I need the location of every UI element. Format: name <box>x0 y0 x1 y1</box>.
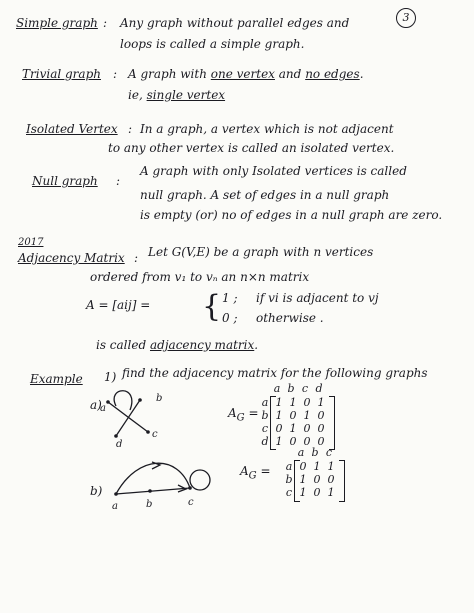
graph-a-vertex-b <box>138 398 142 402</box>
graph-b-loop-c <box>190 470 210 490</box>
null-graph-colon: : <box>116 174 121 188</box>
matrix-a-cell: 0 <box>275 422 283 435</box>
matrix-b-grid <box>296 460 338 499</box>
graph-b-diagram <box>108 458 228 518</box>
matrix-b-col-header: b <box>311 446 319 459</box>
matrix-a-row-header: d <box>261 435 269 448</box>
simple-graph-def-line1: Any graph without parallel edges and <box>120 16 350 30</box>
matrix-a-cell: 0 <box>317 422 325 435</box>
matrix-a-cell: 1 <box>275 435 283 448</box>
graph-a-vertex-label-c: c <box>152 429 158 440</box>
matrix-b-col-header: c <box>325 446 333 459</box>
case2-condition: otherwise . <box>256 311 324 325</box>
matrix-a-cell: 1 <box>317 396 325 409</box>
matrix-a-cell: 1 <box>289 422 297 435</box>
isolated-vertex-def-line2: to any other vertex is called an isolated vertex. <box>108 141 395 155</box>
matrix-b-cell: 1 <box>313 460 321 473</box>
matrix-a-cell: 0 <box>289 409 297 422</box>
graph-a-vertex-a <box>106 400 110 404</box>
graph-b-vertex-c <box>188 486 192 490</box>
matrix-a-cell: 0 <box>303 422 311 435</box>
matrix-b-cell: 1 <box>299 473 307 486</box>
matrix-a-cell: 1 <box>275 409 283 422</box>
matrix-b-col-headers <box>294 446 336 459</box>
matrix-a-cell: 0 <box>303 396 311 409</box>
trivial-graph-term: Trivial graph <box>22 67 101 81</box>
adjacency-def-line1: Let G(V,E) be a graph with n vertices <box>148 245 374 259</box>
graph-a-vertex-label-b: b <box>156 393 163 404</box>
matrix-b-cell: 0 <box>313 486 321 499</box>
matrix-a-cell: 1 <box>303 409 311 422</box>
example-label: Example <box>30 372 83 386</box>
matrix-b-cell: 1 <box>299 486 307 499</box>
case1-condition: if vi is adjacent to vj <box>256 291 379 305</box>
isolated-vertex-colon: : <box>128 122 133 136</box>
isolated-vertex-term: Isolated Vertex <box>26 122 118 136</box>
graph-b-vertex-a <box>114 492 118 496</box>
matrix-a-cell: 1 <box>275 396 283 409</box>
matrix-a-cell: 0 <box>317 435 325 448</box>
matrix-a-cell: 1 <box>289 396 297 409</box>
simple-graph-term: Simple graph <box>16 16 98 30</box>
graph-b-label: b) <box>90 484 103 498</box>
null-graph-def-line2: null graph. A set of edges in a null graph <box>140 188 390 202</box>
graph-b-vertex-b <box>148 489 152 493</box>
graph-a-label: a) <box>90 398 102 412</box>
matrix-a-col-headers <box>270 382 326 395</box>
isolated-vertex-def-line1: In a graph, a vertex which is not adjacent <box>140 122 394 136</box>
matrix-a-col-header: c <box>301 382 309 395</box>
matrix-b-col-header: a <box>297 446 305 459</box>
graph-b-vertex-label-c: c <box>188 497 194 508</box>
null-graph-term: Null graph <box>32 174 98 188</box>
matrix-b-row-header: c <box>285 486 293 499</box>
adjacency-def-line3: is called adjacency matrix. <box>96 338 259 352</box>
matrix-a-row-header: a <box>261 396 269 409</box>
year-note: 2017 <box>18 237 44 248</box>
simple-graph-def-line2: loops is called a simple graph. <box>120 37 305 51</box>
case2-value: 0 ; <box>222 311 238 325</box>
matrix-a-name: $A_G$ = <box>228 406 259 424</box>
question-text: find the adjacency matrix for the following graphs <box>122 366 428 380</box>
matrix-a-grid <box>272 396 328 448</box>
matrix-a-cell: 0 <box>317 409 325 422</box>
matrix-b-cell: 1 <box>327 460 335 473</box>
matrix-b-cell: 0 <box>299 460 307 473</box>
matrix-a-row-header: c <box>261 422 269 435</box>
trivial-graph-def-line1: A graph with one vertex and no edges. <box>128 67 364 81</box>
matrix-a-cell: 0 <box>303 435 311 448</box>
matrix-a-col-header: a <box>273 382 281 395</box>
question-number: 1) <box>104 370 117 384</box>
graph-a-vertex-c <box>146 430 150 434</box>
matrix-a-row-header: b <box>261 409 269 422</box>
graph-a-edge-b-d <box>116 400 140 436</box>
trivial-graph-def-line2: ie, single vertex <box>128 88 226 102</box>
case1-value: 1 ; <box>222 291 238 305</box>
simple-graph-colon: : <box>103 16 108 30</box>
matrix-b-right-bracket <box>339 460 345 502</box>
adjacency-def-line2: ordered from v₁ to vₙ an n×n matrix <box>90 270 310 284</box>
graph-a-diagram <box>100 388 180 458</box>
matrix-a-right-bracket <box>329 396 335 450</box>
graph-b-vertex-label-a: a <box>112 501 118 512</box>
piecewise-brace: { <box>202 289 222 324</box>
matrix-b-cell: 1 <box>327 486 335 499</box>
adjacency-formula-lhs: A = [aij] = <box>86 298 151 312</box>
graph-a-vertex-label-a: a <box>100 403 106 414</box>
matrix-b-row-header: b <box>285 473 293 486</box>
trivial-graph-colon: : <box>113 67 118 81</box>
graph-a-loop <box>114 391 132 410</box>
null-graph-def-line3: is empty (or) no of edges in a null graph are zero. <box>140 208 443 222</box>
matrix-a-col-header: b <box>287 382 295 395</box>
adjacency-matrix-colon: : <box>134 251 139 265</box>
matrix-b-row-header: a <box>285 460 293 473</box>
graph-b-vertex-label-b: b <box>146 499 153 510</box>
matrix-b-cell: 0 <box>313 473 321 486</box>
adjacency-matrix-term: Adjacency Matrix <box>18 251 125 265</box>
page-number: 3 <box>396 8 416 28</box>
matrix-a-col-header: d <box>315 382 323 395</box>
matrix-b-cell: 0 <box>327 473 335 486</box>
matrix-b-name: $A_G$ = <box>240 464 271 482</box>
null-graph-def-line1: A graph with only Isolated vertices is called <box>140 164 407 178</box>
matrix-a-cell: 0 <box>289 435 297 448</box>
graph-a-vertex-label-d: d <box>116 439 123 450</box>
